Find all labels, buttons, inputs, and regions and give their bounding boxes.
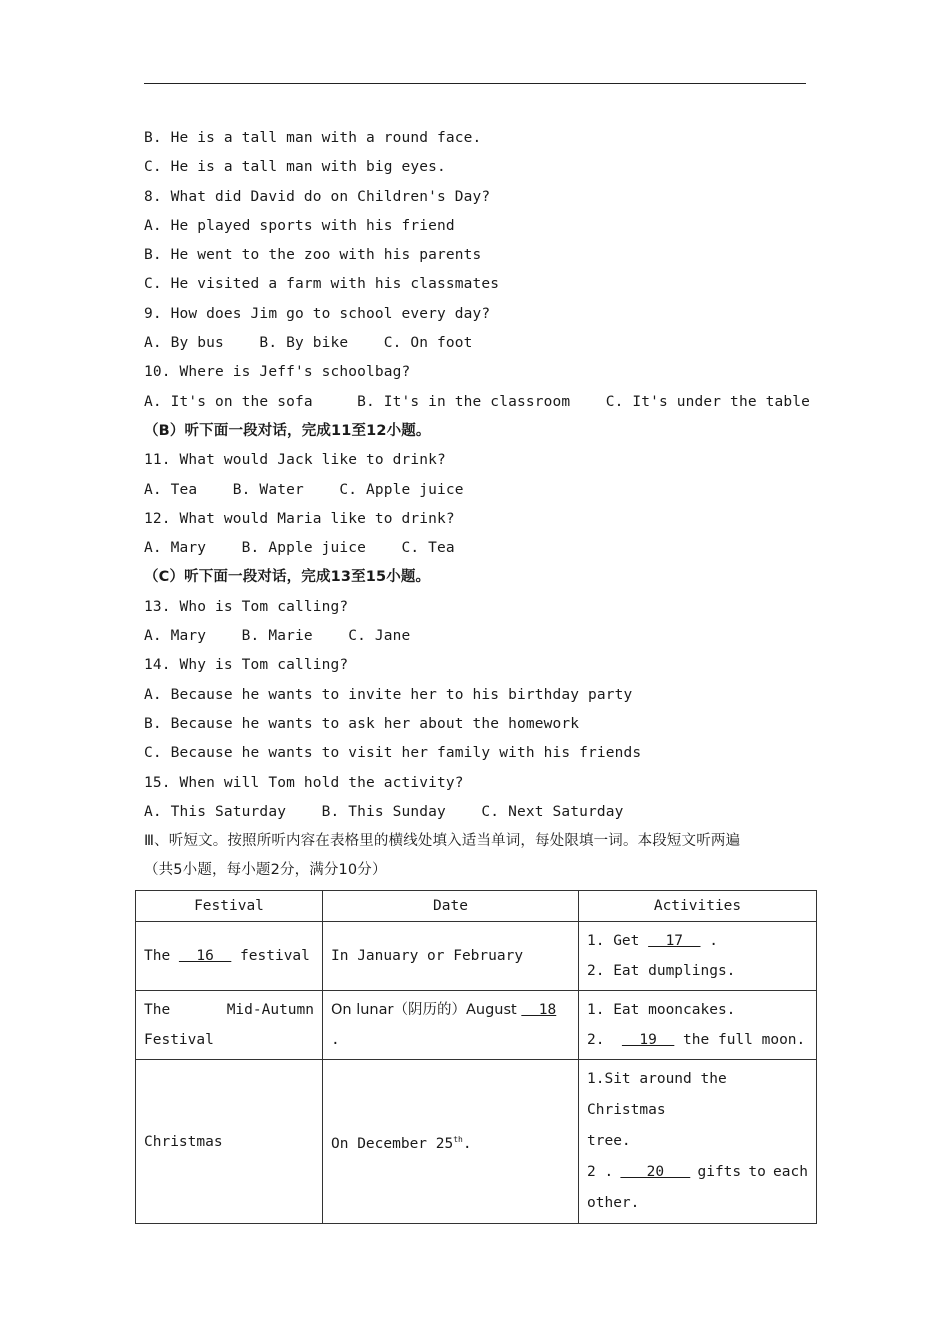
text-line: 9. How does Jim go to school every day? (144, 305, 491, 322)
blank-17[interactable]: 17 (648, 933, 701, 949)
table-row (136, 991, 817, 1060)
text-line: A. Mary B. Marie C. Jane (144, 628, 411, 645)
cell-text: Festival (144, 1032, 214, 1048)
cell-text: 2. Eat dumplings. (587, 963, 736, 979)
part3-subtitle: （共5小题，每小题2分，满分10分） (144, 862, 387, 879)
text-line: B. He went to the zoo with his parents (144, 247, 482, 264)
header-activities: Activities (579, 891, 817, 922)
cell-text: . (700, 933, 718, 949)
text-line: A. Tea B. Water C. Apple juice (144, 481, 464, 498)
date-cell: In January or February (323, 922, 579, 991)
activities-cell (579, 922, 817, 991)
text-line: C. Because he wants to visit her family with his friends (144, 745, 642, 762)
date-cell (323, 991, 579, 1060)
header-festival: Festival (136, 891, 323, 922)
cell-text: The (144, 948, 179, 964)
header-rule (144, 83, 806, 84)
text-line: A. Mary B. Apple juice C. Tea (144, 540, 455, 557)
cell-text: each (773, 1164, 808, 1180)
text-line: B. He is a tall man with a round face. (144, 130, 482, 146)
section-c-heading: （C）听下面一段对话，完成13至15小题。 (144, 569, 431, 586)
table-header-row (136, 891, 817, 922)
cell-text: On December 25 (331, 1135, 454, 1152)
text-line: A. He played sports with his friend (144, 217, 455, 234)
festival-cell (136, 991, 323, 1060)
blank-16[interactable]: 16 (178, 948, 232, 964)
section-b-heading: （B）听下面一段对话，完成11至12小题。 (144, 422, 431, 439)
cell-text: gifts (697, 1164, 742, 1180)
text-line: C. He visited a farm with his classmates (144, 276, 500, 293)
cell-text: 2 . (587, 1164, 614, 1180)
text-line: B. Because he wants to ask her about the homework (144, 715, 580, 732)
text-line: A. By bus B. By bike C. On foot (144, 335, 473, 352)
table-row (136, 922, 817, 991)
text-line: 15. When will Tom hold the activity? (144, 774, 464, 791)
festival-cell (136, 922, 323, 991)
text-line: 14. Why is Tom calling? (144, 657, 349, 674)
superscript: th (453, 1134, 463, 1144)
cell-text: Mid-Autumn (226, 1002, 314, 1018)
cell-text: 1.Sit around the Christmas (587, 1071, 727, 1118)
cell-text: the full moon. (674, 1032, 806, 1048)
festival-cell: Christmas (136, 1060, 323, 1224)
cell-text: festival (231, 948, 310, 964)
activities-cell (579, 991, 817, 1060)
text-line: C. He is a tall man with big eyes. (144, 159, 446, 176)
text-line: 11. What would Jack like to drink? (144, 452, 446, 469)
text-line: 12. What would Maria like to drink? (144, 510, 455, 527)
text-line: A. This Saturday B. This Sunday C. Next Saturday (144, 803, 624, 820)
festival-table (135, 890, 817, 1224)
cell-text: 2. (587, 1032, 622, 1048)
text-line: 8. What did David do on Children's Day? (144, 188, 491, 205)
blank-20[interactable]: 20 (620, 1164, 691, 1180)
blank-19[interactable]: 19 (621, 1032, 675, 1048)
text-line: 13. Who is Tom calling? (144, 598, 349, 615)
text-line: A. It's on the sofa B. It's in the classroom C. It's under the table (144, 393, 810, 410)
date-cell (323, 1060, 579, 1224)
cell-text: to (748, 1164, 766, 1180)
cell-text: tree. (587, 1133, 631, 1149)
header-date: Date (323, 891, 579, 922)
text-line: 10. Where is Jeff's schoolbag? (144, 364, 411, 381)
blank-18[interactable]: 18 (521, 1002, 557, 1018)
part3-title: Ⅲ、听短文。按照所听内容在表格里的横线处填入适当单词，每处限填一词。本段短文听两遍 (144, 833, 741, 850)
question-list (144, 124, 824, 886)
cell-text: The (144, 1002, 171, 1018)
cell-text: . (462, 1135, 472, 1152)
cell-text: 1. Eat mooncakes. (587, 1002, 736, 1018)
activities-cell (579, 1060, 817, 1224)
table-row (136, 1060, 817, 1224)
cell-text: other. (587, 1195, 640, 1211)
cell-text: On lunar（阴历的）August (331, 1002, 522, 1018)
cell-text: . (331, 1032, 340, 1048)
cell-text: 1. Get (587, 933, 649, 949)
text-line: A. Because he wants to invite her to his birthday party (144, 686, 633, 703)
